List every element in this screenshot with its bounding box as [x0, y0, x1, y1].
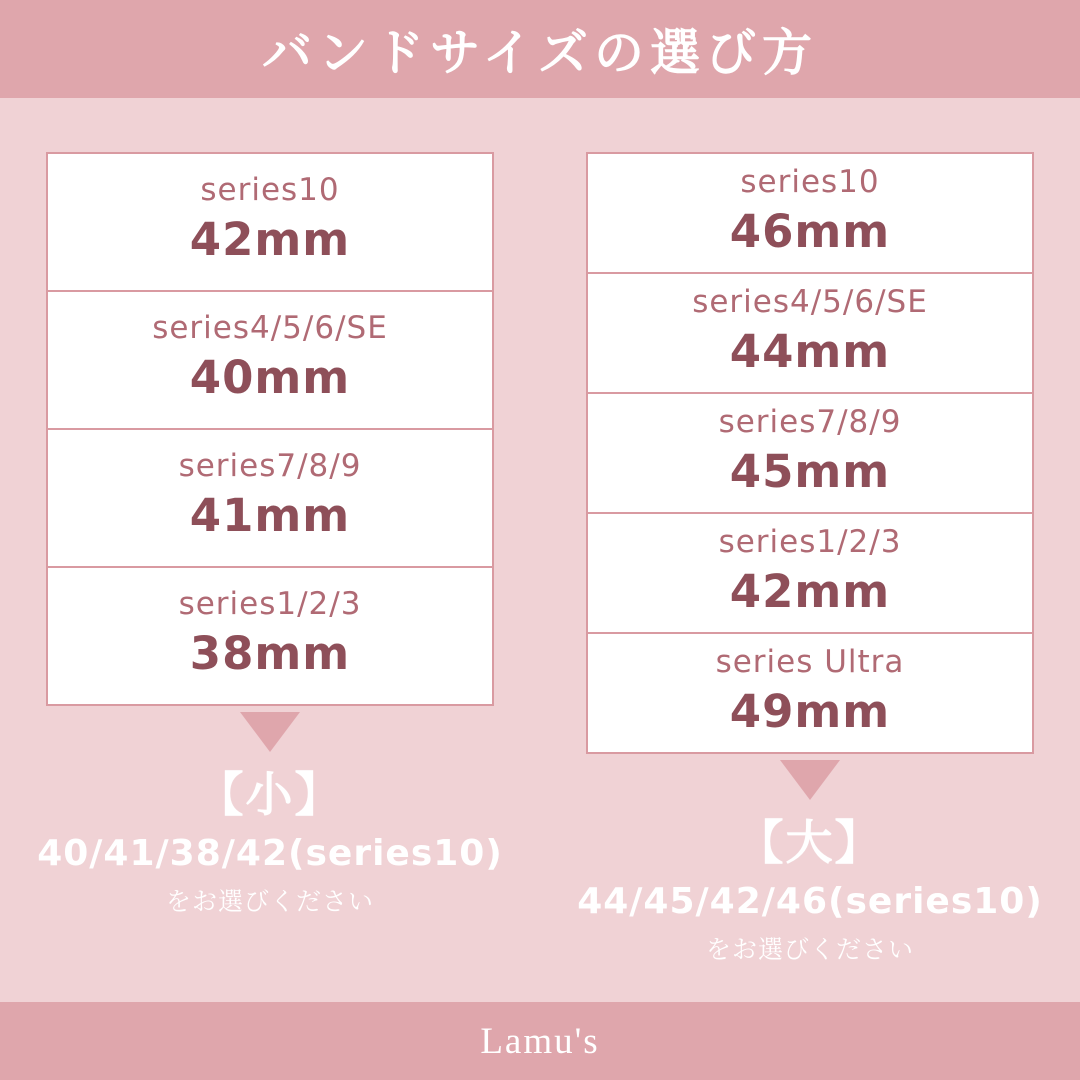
- series-label: series4/5/6/SE: [152, 310, 388, 347]
- footer-band: [0, 1002, 1080, 1080]
- arrow-down-icon: [240, 712, 300, 752]
- column-large: [540, 98, 1080, 1002]
- table-row: [588, 154, 1032, 274]
- series-label: series Ultra: [715, 644, 905, 681]
- size-value: 42mm: [729, 565, 891, 619]
- table-row: [588, 634, 1032, 752]
- page-title: バンドサイズの選び方: [262, 25, 818, 81]
- table-row: [48, 568, 492, 704]
- size-category-note: をお選びください: [705, 936, 914, 965]
- series-label: series7/8/9: [178, 448, 362, 485]
- series-label: series1/2/3: [718, 524, 902, 561]
- size-category-label: 【大】: [736, 816, 884, 870]
- size-value: 38mm: [189, 627, 351, 681]
- size-comparison: [0, 98, 1080, 1002]
- size-table-small: [46, 152, 494, 706]
- size-category-detail: 44/45/42/46(series10): [577, 881, 1043, 923]
- size-value: 46mm: [729, 204, 891, 258]
- arrow-down-icon: [780, 760, 840, 800]
- table-row: [48, 292, 492, 430]
- series-label: series1/2/3: [178, 586, 362, 623]
- table-row: [588, 274, 1032, 394]
- brand-logo: Lamu's: [480, 1020, 600, 1062]
- size-table-large: [586, 152, 1034, 754]
- column-small: [0, 98, 540, 1002]
- size-value: 42mm: [189, 212, 351, 266]
- size-value: 44mm: [729, 324, 891, 378]
- table-row: [48, 154, 492, 292]
- series-label: series10: [740, 164, 880, 200]
- size-value: 40mm: [189, 350, 351, 404]
- table-row: [588, 394, 1032, 514]
- size-value: 41mm: [189, 489, 351, 543]
- size-category-label: 【小】: [196, 768, 344, 822]
- header-band: [0, 0, 1080, 98]
- table-row: [48, 430, 492, 568]
- size-value: 49mm: [729, 685, 891, 739]
- series-label: series7/8/9: [718, 404, 902, 441]
- series-label: series4/5/6/SE: [692, 284, 928, 321]
- size-value: 45mm: [729, 445, 891, 499]
- size-category-note: をお選びください: [165, 888, 374, 917]
- table-row: [588, 514, 1032, 634]
- size-category-detail: 40/41/38/42(series10): [37, 833, 503, 875]
- series-label: series10: [200, 172, 340, 208]
